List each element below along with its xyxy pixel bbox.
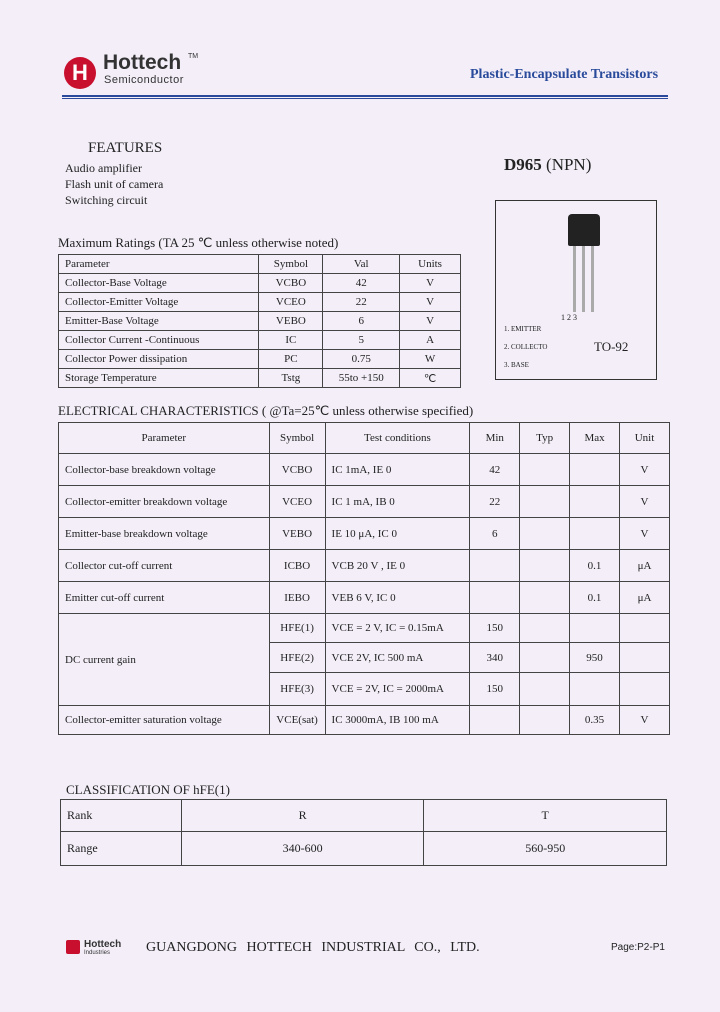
table-row: [59, 614, 670, 643]
cell: Storage Temperature: [59, 369, 259, 388]
cell: Range: [61, 832, 182, 866]
cell: 42: [470, 454, 520, 486]
logo-mark: [64, 57, 96, 89]
cell: Collector-base breakdown voltage: [59, 454, 270, 486]
table-row: [59, 350, 461, 369]
cell: 0.75: [323, 350, 400, 369]
table-row: [59, 486, 670, 518]
package-name: TO-92: [594, 339, 629, 354]
cell: [470, 550, 520, 582]
cell: [520, 454, 570, 486]
cell: μA: [620, 550, 670, 582]
cell: Rank: [61, 800, 182, 832]
brand-name: Hottech: [103, 51, 182, 74]
cell: 950: [570, 643, 620, 673]
table-row: [61, 800, 667, 832]
cell: Tstg: [259, 369, 323, 388]
max-ratings-table: [58, 254, 461, 388]
transistor-leg: [573, 246, 576, 312]
cell: VEB 6 V, IC 0: [325, 582, 470, 614]
table-row: [59, 274, 461, 293]
trademark: TM: [188, 53, 199, 60]
header-cell: Parameter: [59, 255, 259, 274]
cell: [520, 582, 570, 614]
cell: Collector Power dissipation: [59, 350, 259, 369]
cell: 42: [323, 274, 400, 293]
header-cell: Parameter: [59, 423, 270, 454]
logo-letter: H: [72, 60, 88, 85]
cell: VCE(sat): [269, 706, 325, 735]
cell: ICBO: [269, 550, 325, 582]
table-row: [59, 369, 461, 388]
pin-label: 1. EMITTER: [504, 325, 542, 333]
cell: 340-600: [181, 832, 424, 866]
cell: IC 1 mA, IB 0: [325, 486, 470, 518]
cell: IEBO: [269, 582, 325, 614]
header-cell: Symbol: [269, 423, 325, 454]
table-row: [59, 312, 461, 331]
pin-label: 3. BASE: [504, 361, 529, 369]
company-name: GUANGDONG HOTTECH INDUSTRIAL CO., LTD.: [146, 940, 480, 955]
cell: HFE(3): [269, 673, 325, 706]
cell: HFE(2): [269, 643, 325, 673]
cell: V: [400, 293, 461, 312]
cell: VCEO: [269, 486, 325, 518]
cell: 340: [470, 643, 520, 673]
cell: VEBO: [259, 312, 323, 331]
header-cell: Units: [400, 255, 461, 274]
transistor-body-icon: [568, 214, 600, 246]
cell: 150: [470, 673, 520, 706]
table-row: [59, 331, 461, 350]
cell: VCBO: [259, 274, 323, 293]
cell: VCE 2V, IC 500 mA: [325, 643, 470, 673]
header-cell: Unit: [620, 423, 670, 454]
cell: 0.1: [570, 582, 620, 614]
table-row: [59, 454, 670, 486]
part-id: D965: [504, 155, 542, 174]
cell: [570, 486, 620, 518]
cell: [520, 706, 570, 735]
cell: [470, 582, 520, 614]
cell: VCE = 2 V, IC = 0.15mA: [325, 614, 470, 643]
cell: 560-950: [424, 832, 667, 866]
cell: V: [400, 274, 461, 293]
classification-table: [60, 799, 667, 866]
pin-numbers: 1 2 3: [561, 313, 577, 322]
header-rule-thin: [62, 98, 668, 99]
cell: Collector-emitter saturation voltage: [59, 706, 270, 735]
cell: Collector Current -Continuous: [59, 331, 259, 350]
cell: 0.1: [570, 550, 620, 582]
table-row: [59, 582, 670, 614]
cell: PC: [259, 350, 323, 369]
cell: [570, 518, 620, 550]
cell: 5: [323, 331, 400, 350]
cell: VCEO: [259, 293, 323, 312]
cell: μA: [620, 582, 670, 614]
cell: HFE(1): [269, 614, 325, 643]
cell: 0.35: [570, 706, 620, 735]
cell: W: [400, 350, 461, 369]
cell: [570, 673, 620, 706]
cell: Collector cut-off current: [59, 550, 270, 582]
pin-label: 2. COLLECTO: [504, 343, 548, 351]
cell: V: [620, 518, 670, 550]
table-row: [59, 293, 461, 312]
feature-item: Switching circuit: [65, 193, 148, 207]
cell: IC 3000mA, IB 100 mA: [325, 706, 470, 735]
cell: [520, 486, 570, 518]
cell: V: [620, 706, 670, 735]
cell: 22: [470, 486, 520, 518]
header-rule: [62, 95, 668, 97]
cell: [570, 614, 620, 643]
cell: IC: [259, 331, 323, 350]
footer-brand-sub: Industries: [84, 950, 111, 956]
header-cell: Min: [470, 423, 520, 454]
doc-title: Plastic-Encapsulate Transistors: [470, 67, 659, 82]
cell: T: [424, 800, 667, 832]
transistor-leg: [582, 246, 585, 312]
cell: Emitter-base breakdown voltage: [59, 518, 270, 550]
cell: 6: [470, 518, 520, 550]
cell: [470, 706, 520, 735]
cell: 22: [323, 293, 400, 312]
cell: 55to +150: [323, 369, 400, 388]
table-row: [59, 550, 670, 582]
cell: [620, 614, 670, 643]
cell: [570, 454, 620, 486]
part-number: [504, 155, 591, 175]
electrical-title: ELECTRICAL CHARACTERISTICS ( @Ta=25℃ unless otherwise specified): [58, 403, 474, 418]
features-title: FEATURES: [88, 140, 163, 156]
table-row: [61, 832, 667, 866]
cell: [520, 673, 570, 706]
cell: VCBO: [269, 454, 325, 486]
cell: IC 1mA, IE 0: [325, 454, 470, 486]
footer-logo-icon: [66, 940, 80, 954]
cell: [620, 673, 670, 706]
cell: Collector-Emitter Voltage: [59, 293, 259, 312]
cell: V: [620, 454, 670, 486]
electrical-table: [58, 422, 670, 735]
header-cell: Test conditions: [325, 423, 470, 454]
cell: Emitter-Base Voltage: [59, 312, 259, 331]
header-cell: Max: [570, 423, 620, 454]
cell: 6: [323, 312, 400, 331]
cell: Collector-emitter breakdown voltage: [59, 486, 270, 518]
cell: VEBO: [269, 518, 325, 550]
cell: IE 10 μA, IC 0: [325, 518, 470, 550]
footer-brand: Hottech: [84, 939, 122, 950]
table-row: [59, 706, 670, 735]
cell: [520, 643, 570, 673]
page-number: Page:P2-P1: [611, 942, 665, 953]
table-header-row: [59, 255, 461, 274]
cell: R: [181, 800, 424, 832]
cell: DC current gain: [59, 614, 270, 706]
header-cell: Symbol: [259, 255, 323, 274]
part-type: (NPN): [546, 155, 592, 174]
feature-item: Audio amplifier: [65, 161, 142, 175]
cell: A: [400, 331, 461, 350]
feature-item: Flash unit of camera: [65, 177, 164, 191]
cell: VCE = 2V, IC = 2000mA: [325, 673, 470, 706]
cell: V: [400, 312, 461, 331]
cell: Emitter cut-off current: [59, 582, 270, 614]
cell: 150: [470, 614, 520, 643]
cell: ℃: [400, 369, 461, 388]
cell: [620, 643, 670, 673]
max-ratings-title: Maximum Ratings (TA 25 ℃ unless otherwise noted): [58, 235, 339, 250]
cell: [520, 614, 570, 643]
classification-title: CLASSIFICATION OF hFE(1): [66, 782, 230, 797]
header-cell: Val: [323, 255, 400, 274]
brand-subtitle: Semiconductor: [104, 74, 184, 86]
header-cell: Typ: [520, 423, 570, 454]
cell: [520, 518, 570, 550]
cell: V: [620, 486, 670, 518]
table-header-row: [59, 423, 670, 454]
cell: VCB 20 V , IE 0: [325, 550, 470, 582]
table-row: [59, 518, 670, 550]
transistor-leg: [591, 246, 594, 312]
cell: Collector-Base Voltage: [59, 274, 259, 293]
cell: [520, 550, 570, 582]
